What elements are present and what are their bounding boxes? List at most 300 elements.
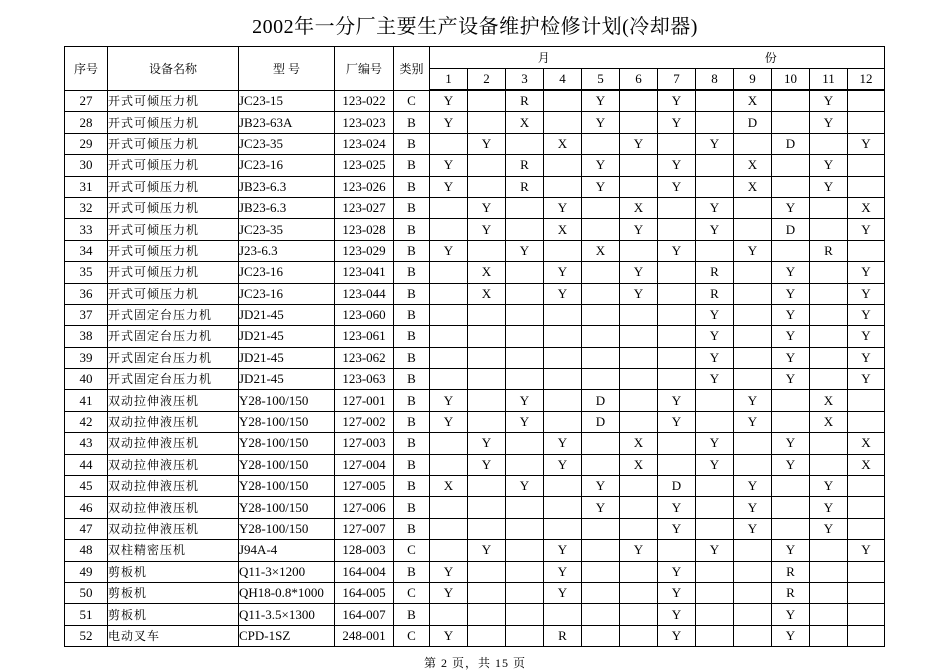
cell-month-9: Y xyxy=(734,390,772,411)
cell-month-8 xyxy=(696,518,734,539)
cell-month-9 xyxy=(734,347,772,368)
cell-serial-no: 43 xyxy=(65,433,108,454)
cell-serial-no: 32 xyxy=(65,197,108,218)
cell-month-10: Y xyxy=(772,433,810,454)
cell-month-4: X xyxy=(544,219,582,240)
cell-month-11 xyxy=(810,133,848,154)
cell-model: JB23-63A xyxy=(239,112,335,133)
cell-month-8 xyxy=(696,176,734,197)
cell-equipment-name: 开式可倾压力机 xyxy=(108,197,239,218)
cell-month-9 xyxy=(734,540,772,561)
cell-model: JB23-6.3 xyxy=(239,176,335,197)
cell-month-3 xyxy=(506,561,544,582)
cell-equipment-name: 剪板机 xyxy=(108,582,239,603)
cell-model: J94A-4 xyxy=(239,540,335,561)
cell-month-9 xyxy=(734,454,772,475)
cell-month-8 xyxy=(696,625,734,646)
cell-month-9 xyxy=(734,369,772,390)
cell-month-4: Y xyxy=(544,197,582,218)
cell-month-11: Y xyxy=(810,112,848,133)
cell-month-12 xyxy=(848,625,885,646)
cell-month-12: Y xyxy=(848,283,885,304)
cell-factory-code: 123-029 xyxy=(335,240,394,261)
cell-month-8 xyxy=(696,155,734,176)
cell-factory-code: 127-001 xyxy=(335,390,394,411)
cell-month-2 xyxy=(468,476,506,497)
cell-month-12 xyxy=(848,390,885,411)
table-row xyxy=(65,112,885,133)
cell-month-10 xyxy=(772,112,810,133)
cell-model: Y28-100/150 xyxy=(239,390,335,411)
cell-month-7: Y xyxy=(658,497,696,518)
cell-serial-no: 31 xyxy=(65,176,108,197)
table-row xyxy=(65,497,885,518)
cell-month-11 xyxy=(810,540,848,561)
cell-month-8 xyxy=(696,604,734,625)
cell-month-6 xyxy=(620,390,658,411)
cell-month-5: D xyxy=(582,411,620,432)
cell-month-12 xyxy=(848,112,885,133)
cell-month-1: X xyxy=(430,476,468,497)
cell-month-1 xyxy=(430,326,468,347)
cell-month-6: Y xyxy=(620,133,658,154)
cell-month-7: Y xyxy=(658,582,696,603)
cell-month-7: Y xyxy=(658,240,696,261)
plan-rows xyxy=(65,90,885,647)
cell-month-12: X xyxy=(848,454,885,475)
cell-month-2 xyxy=(468,90,506,112)
table-row xyxy=(65,262,885,283)
cell-month-11: X xyxy=(810,390,848,411)
cell-month-5 xyxy=(582,197,620,218)
cell-month-6: X xyxy=(620,197,658,218)
cell-month-8: Y xyxy=(696,326,734,347)
cell-equipment-name: 开式固定台压力机 xyxy=(108,304,239,325)
cell-factory-code: 123-028 xyxy=(335,219,394,240)
cell-month-12: X xyxy=(848,433,885,454)
cell-month-3 xyxy=(506,518,544,539)
cell-month-10 xyxy=(772,476,810,497)
cell-factory-code: 128-003 xyxy=(335,540,394,561)
cell-month-6 xyxy=(620,112,658,133)
cell-month-3 xyxy=(506,454,544,475)
cell-month-12: Y xyxy=(848,347,885,368)
cell-month-6 xyxy=(620,476,658,497)
cell-month-6: Y xyxy=(620,219,658,240)
cell-month-11: Y xyxy=(810,155,848,176)
cell-month-12 xyxy=(848,176,885,197)
cell-month-6 xyxy=(620,369,658,390)
cell-month-12: Y xyxy=(848,262,885,283)
cell-month-9 xyxy=(734,604,772,625)
cell-month-1 xyxy=(430,219,468,240)
cell-month-4: R xyxy=(544,625,582,646)
cell-equipment-name: 剪板机 xyxy=(108,561,239,582)
cell-month-6 xyxy=(620,561,658,582)
cell-month-8: Y xyxy=(696,454,734,475)
cell-month-6 xyxy=(620,155,658,176)
cell-factory-code: 127-004 xyxy=(335,454,394,475)
cell-month-10: Y xyxy=(772,625,810,646)
cell-month-7 xyxy=(658,197,696,218)
cell-equipment-name: 开式固定台压力机 xyxy=(108,326,239,347)
cell-month-1 xyxy=(430,604,468,625)
cell-factory-code: 127-006 xyxy=(335,497,394,518)
cell-month-4 xyxy=(544,240,582,261)
cell-serial-no: 38 xyxy=(65,326,108,347)
header-month-10: 10 xyxy=(772,69,810,91)
cell-serial-no: 49 xyxy=(65,561,108,582)
cell-factory-code: 123-060 xyxy=(335,304,394,325)
cell-month-6 xyxy=(620,582,658,603)
cell-serial-no: 36 xyxy=(65,283,108,304)
cell-equipment-name: 开式固定台压力机 xyxy=(108,347,239,368)
cell-month-9: Y xyxy=(734,518,772,539)
table-row xyxy=(65,304,885,325)
cell-equipment-name: 开式可倾压力机 xyxy=(108,155,239,176)
cell-model: JD21-45 xyxy=(239,369,335,390)
cell-model: JC23-35 xyxy=(239,219,335,240)
cell-factory-code: 123-041 xyxy=(335,262,394,283)
cell-month-11 xyxy=(810,197,848,218)
cell-month-12: Y xyxy=(848,219,885,240)
table-row xyxy=(65,625,885,646)
cell-serial-no: 47 xyxy=(65,518,108,539)
page-title: 2002年一分厂主要生产设备维护检修计划(冷却器) xyxy=(252,16,698,38)
cell-month-3 xyxy=(506,604,544,625)
cell-category: B xyxy=(394,454,430,475)
cell-equipment-name: 剪板机 xyxy=(108,604,239,625)
cell-month-7 xyxy=(658,454,696,475)
cell-month-2 xyxy=(468,112,506,133)
cell-month-4 xyxy=(544,90,582,112)
cell-month-12 xyxy=(848,240,885,261)
cell-month-12 xyxy=(848,582,885,603)
cell-month-8: R xyxy=(696,262,734,283)
cell-month-3: Y xyxy=(506,411,544,432)
cell-month-1 xyxy=(430,283,468,304)
cell-equipment-name: 开式可倾压力机 xyxy=(108,112,239,133)
cell-month-8: Y xyxy=(696,133,734,154)
table-row xyxy=(65,582,885,603)
cell-model: JC23-35 xyxy=(239,133,335,154)
cell-factory-code: 127-003 xyxy=(335,433,394,454)
cell-month-4 xyxy=(544,390,582,411)
cell-month-4 xyxy=(544,518,582,539)
cell-month-1: Y xyxy=(430,561,468,582)
cell-month-8 xyxy=(696,497,734,518)
cell-month-12: X xyxy=(848,197,885,218)
cell-month-4 xyxy=(544,369,582,390)
cell-month-9 xyxy=(734,283,772,304)
cell-month-1: Y xyxy=(430,390,468,411)
cell-month-12: Y xyxy=(848,304,885,325)
cell-month-5: D xyxy=(582,390,620,411)
cell-serial-no: 37 xyxy=(65,304,108,325)
cell-category: B xyxy=(394,155,430,176)
cell-serial-no: 46 xyxy=(65,497,108,518)
cell-equipment-name: 开式固定台压力机 xyxy=(108,369,239,390)
cell-month-3 xyxy=(506,304,544,325)
cell-model: Q11-3×1200 xyxy=(239,561,335,582)
cell-month-1 xyxy=(430,497,468,518)
cell-factory-code: 123-062 xyxy=(335,347,394,368)
cell-month-6 xyxy=(620,497,658,518)
cell-equipment-name: 开式可倾压力机 xyxy=(108,176,239,197)
cell-month-12 xyxy=(848,90,885,112)
cell-month-5 xyxy=(582,625,620,646)
cell-month-12 xyxy=(848,476,885,497)
cell-model: JD21-45 xyxy=(239,347,335,368)
cell-month-10: D xyxy=(772,219,810,240)
cell-month-6 xyxy=(620,625,658,646)
cell-category: B xyxy=(394,326,430,347)
cell-month-8: R xyxy=(696,283,734,304)
cell-factory-code: 123-024 xyxy=(335,133,394,154)
cell-month-7 xyxy=(658,219,696,240)
cell-model: JC23-15 xyxy=(239,90,335,112)
cell-month-10: Y xyxy=(772,369,810,390)
cell-month-9 xyxy=(734,433,772,454)
cell-month-10 xyxy=(772,240,810,261)
cell-month-6 xyxy=(620,518,658,539)
cell-category: C xyxy=(394,625,430,646)
cell-factory-code: 123-026 xyxy=(335,176,394,197)
cell-month-6 xyxy=(620,347,658,368)
cell-month-4 xyxy=(544,476,582,497)
cell-category: B xyxy=(394,240,430,261)
cell-equipment-name: 开式可倾压力机 xyxy=(108,240,239,261)
cell-month-1: Y xyxy=(430,112,468,133)
cell-month-10: R xyxy=(772,561,810,582)
cell-category: B xyxy=(394,133,430,154)
cell-month-11 xyxy=(810,582,848,603)
table-row xyxy=(65,240,885,261)
cell-month-2 xyxy=(468,369,506,390)
cell-equipment-name: 开式可倾压力机 xyxy=(108,90,239,112)
cell-month-10 xyxy=(772,390,810,411)
cell-factory-code: 123-061 xyxy=(335,326,394,347)
cell-month-11 xyxy=(810,604,848,625)
cell-model: Y28-100/150 xyxy=(239,411,335,432)
cell-month-9: X xyxy=(734,176,772,197)
cell-month-10: D xyxy=(772,133,810,154)
cell-serial-no: 40 xyxy=(65,369,108,390)
cell-category: B xyxy=(394,283,430,304)
cell-month-2: Y xyxy=(468,133,506,154)
cell-month-9 xyxy=(734,582,772,603)
cell-month-8 xyxy=(696,411,734,432)
header-factory-code: 厂编号 xyxy=(335,47,394,91)
cell-month-6: X xyxy=(620,454,658,475)
cell-month-2 xyxy=(468,582,506,603)
cell-month-3: Y xyxy=(506,476,544,497)
cell-factory-code: 123-027 xyxy=(335,197,394,218)
cell-month-9: D xyxy=(734,112,772,133)
cell-month-2 xyxy=(468,625,506,646)
cell-equipment-name: 双动拉伸液压机 xyxy=(108,476,239,497)
cell-serial-no: 52 xyxy=(65,625,108,646)
table-row xyxy=(65,197,885,218)
cell-month-11 xyxy=(810,326,848,347)
cell-month-7 xyxy=(658,369,696,390)
cell-month-7: Y xyxy=(658,518,696,539)
cell-month-4: Y xyxy=(544,283,582,304)
cell-month-11: Y xyxy=(810,518,848,539)
cell-month-11 xyxy=(810,262,848,283)
cell-month-12 xyxy=(848,497,885,518)
cell-serial-no: 29 xyxy=(65,133,108,154)
cell-month-9 xyxy=(734,197,772,218)
header-month-12: 12 xyxy=(848,69,885,91)
table-row xyxy=(65,604,885,625)
cell-month-1 xyxy=(430,197,468,218)
cell-month-6 xyxy=(620,411,658,432)
cell-equipment-name: 电动叉车 xyxy=(108,625,239,646)
cell-month-11: Y xyxy=(810,176,848,197)
table-row xyxy=(65,219,885,240)
cell-month-11 xyxy=(810,561,848,582)
cell-month-10: Y xyxy=(772,454,810,475)
cell-model: QH18-0.8*1000 xyxy=(239,582,335,603)
cell-month-8: Y xyxy=(696,540,734,561)
cell-month-7: Y xyxy=(658,390,696,411)
header-month-9: 9 xyxy=(734,69,772,91)
cell-equipment-name: 双动拉伸液压机 xyxy=(108,518,239,539)
header-month-11: 11 xyxy=(810,69,848,91)
cell-month-11 xyxy=(810,347,848,368)
cell-month-8 xyxy=(696,476,734,497)
table-row xyxy=(65,176,885,197)
cell-factory-code: 123-063 xyxy=(335,369,394,390)
cell-month-5: Y xyxy=(582,476,620,497)
cell-category: C xyxy=(394,90,430,112)
cell-model: Q11-3.5×1300 xyxy=(239,604,335,625)
cell-month-12: Y xyxy=(848,133,885,154)
cell-month-8: Y xyxy=(696,369,734,390)
cell-serial-no: 34 xyxy=(65,240,108,261)
cell-month-3 xyxy=(506,625,544,646)
cell-model: Y28-100/150 xyxy=(239,518,335,539)
cell-category: B xyxy=(394,518,430,539)
cell-month-4: Y xyxy=(544,454,582,475)
cell-month-5 xyxy=(582,540,620,561)
cell-month-10 xyxy=(772,518,810,539)
cell-month-8: Y xyxy=(696,219,734,240)
table-row xyxy=(65,518,885,539)
cell-category: C xyxy=(394,540,430,561)
cell-month-5 xyxy=(582,561,620,582)
cell-model: JB23-6.3 xyxy=(239,197,335,218)
cell-month-9 xyxy=(734,262,772,283)
cell-category: B xyxy=(394,604,430,625)
cell-month-4: Y xyxy=(544,540,582,561)
cell-month-4 xyxy=(544,326,582,347)
cell-month-6: X xyxy=(620,433,658,454)
maintenance-plan-table xyxy=(64,46,885,647)
cell-month-7: Y xyxy=(658,411,696,432)
cell-month-11 xyxy=(810,219,848,240)
cell-serial-no: 50 xyxy=(65,582,108,603)
cell-month-12 xyxy=(848,155,885,176)
cell-month-3: R xyxy=(506,155,544,176)
cell-month-3 xyxy=(506,369,544,390)
cell-month-5 xyxy=(582,219,620,240)
cell-month-4 xyxy=(544,112,582,133)
cell-model: Y28-100/150 xyxy=(239,476,335,497)
cell-month-12: Y xyxy=(848,369,885,390)
cell-month-7 xyxy=(658,326,696,347)
cell-month-6 xyxy=(620,304,658,325)
cell-month-3: X xyxy=(506,112,544,133)
cell-month-8: Y xyxy=(696,347,734,368)
cell-month-2 xyxy=(468,390,506,411)
cell-month-10: R xyxy=(772,582,810,603)
cell-month-5 xyxy=(582,604,620,625)
cell-equipment-name: 双动拉伸液压机 xyxy=(108,390,239,411)
cell-category: B xyxy=(394,262,430,283)
cell-month-5: Y xyxy=(582,90,620,112)
cell-serial-no: 30 xyxy=(65,155,108,176)
cell-month-5: X xyxy=(582,240,620,261)
cell-model: JD21-45 xyxy=(239,326,335,347)
cell-month-9: Y xyxy=(734,497,772,518)
cell-category: B xyxy=(394,347,430,368)
cell-month-5 xyxy=(582,262,620,283)
cell-month-5: Y xyxy=(582,176,620,197)
cell-month-6 xyxy=(620,240,658,261)
cell-month-3: R xyxy=(506,90,544,112)
cell-month-2 xyxy=(468,518,506,539)
cell-month-7: D xyxy=(658,476,696,497)
table-row xyxy=(65,133,885,154)
page-footer: 第 2 页，共 15 页 xyxy=(423,656,526,670)
cell-serial-no: 48 xyxy=(65,540,108,561)
cell-month-4 xyxy=(544,604,582,625)
cell-month-12: Y xyxy=(848,326,885,347)
cell-month-8 xyxy=(696,90,734,112)
cell-month-9: X xyxy=(734,155,772,176)
cell-month-7: Y xyxy=(658,155,696,176)
cell-month-5 xyxy=(582,369,620,390)
cell-month-9 xyxy=(734,326,772,347)
cell-month-3 xyxy=(506,219,544,240)
cell-month-6 xyxy=(620,90,658,112)
cell-month-9 xyxy=(734,561,772,582)
cell-month-2: Y xyxy=(468,219,506,240)
cell-month-9: Y xyxy=(734,411,772,432)
cell-month-10: Y xyxy=(772,604,810,625)
cell-month-6 xyxy=(620,604,658,625)
header-month-8: 8 xyxy=(696,69,734,91)
cell-month-8 xyxy=(696,561,734,582)
cell-month-12 xyxy=(848,411,885,432)
cell-factory-code: 127-005 xyxy=(335,476,394,497)
header-month-6: 6 xyxy=(620,69,658,91)
cell-month-4 xyxy=(544,304,582,325)
cell-serial-no: 35 xyxy=(65,262,108,283)
cell-month-4 xyxy=(544,155,582,176)
cell-month-3: R xyxy=(506,176,544,197)
table-row xyxy=(65,411,885,432)
cell-serial-no: 27 xyxy=(65,90,108,112)
cell-factory-code: 123-044 xyxy=(335,283,394,304)
cell-month-4 xyxy=(544,497,582,518)
header-equipment-name: 设备名称 xyxy=(108,47,239,91)
cell-month-2 xyxy=(468,497,506,518)
cell-month-5: Y xyxy=(582,155,620,176)
cell-month-11: R xyxy=(810,240,848,261)
